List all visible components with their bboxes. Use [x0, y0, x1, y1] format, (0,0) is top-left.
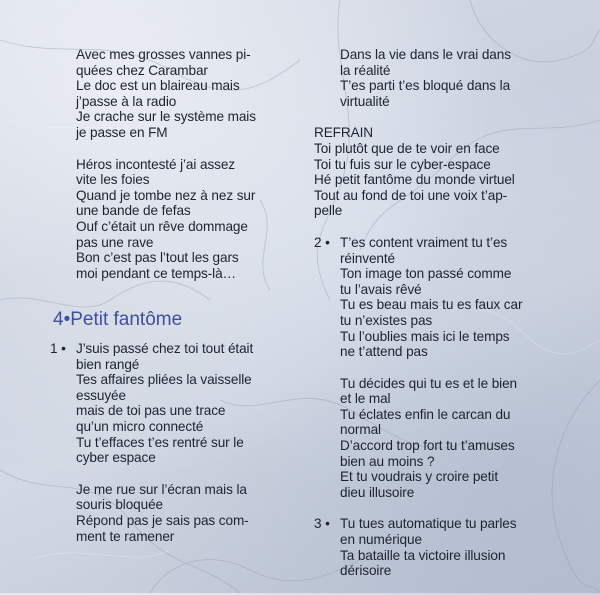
lyric-line: Tout au fond de toi une voix t’ap- — [314, 187, 508, 203]
lyric-line: quées chez Carambar — [76, 62, 208, 78]
lyric-line: essuyée — [76, 387, 126, 403]
lyric-line: pelle — [314, 203, 343, 219]
lyric-line: Tu décides qui tu es et le bien — [340, 375, 518, 391]
lyric-line: je passe en FM — [76, 124, 168, 140]
lyric-line: Répond pas je sais pas com- — [76, 512, 249, 528]
lyric-line: bien rangé — [76, 356, 140, 372]
right-stanza-4 — [314, 376, 554, 501]
lyric-line: tu n’existes pas — [340, 312, 433, 328]
lyric-line: bien au moins ? — [340, 453, 435, 469]
lyric-line: souris bloquée — [76, 497, 164, 513]
lyric-line: et le mal — [340, 391, 391, 407]
left-column-song — [50, 341, 298, 560]
lyric-line: Avec mes grosses vannes pi- — [76, 47, 251, 62]
verse-number: 2 • — [314, 234, 330, 250]
lyric-line: D’accord trop fort tu t’amuses — [340, 438, 515, 454]
lyric-line: tu l’avais rêvé — [340, 281, 422, 297]
lyric-line: Je crache sur le système mais — [76, 109, 256, 125]
verse-number: 1 • — [50, 341, 66, 356]
lyric-line: Je me rue sur l’écran mais la — [76, 481, 247, 497]
lyric-line: pas une rave — [76, 234, 154, 250]
lyric-line: Dans la vie dans le vrai dans — [340, 47, 511, 62]
lyric-line: ne t’attend pas — [340, 344, 428, 360]
lyric-line: Hé petit fantôme du monde virtuel — [314, 172, 515, 188]
refrain-heading: REFRAIN — [314, 125, 373, 141]
lyric-line: cyber espace — [76, 450, 156, 466]
left-stanza-2 — [76, 157, 298, 282]
right-column — [314, 47, 554, 595]
lyric-line: une bande de fefas — [76, 203, 191, 219]
lyric-line: Ta bataille ta victoire illusion — [340, 547, 506, 563]
lyric-line: vite les foies — [76, 172, 150, 188]
left-stanza-1 — [76, 47, 298, 141]
lyric-line: Ton image ton passé comme — [340, 266, 512, 282]
lyric-line: ment te ramener — [76, 528, 175, 544]
lyric-line: Bon c’est pas l’tout les gars — [76, 250, 239, 266]
verse-1 — [50, 341, 298, 466]
lyric-line: Toi tu fuis sur le cyber-espace — [314, 156, 491, 172]
right-stanza-1 — [314, 47, 554, 109]
lyric-line: Tes affaires pliées la vaisselle — [76, 372, 252, 388]
lyric-line: T’es parti t’es bloqué dans la — [340, 78, 511, 94]
lyric-line: Quand je tombe nez à nez sur — [76, 187, 256, 203]
verse-2 — [314, 235, 554, 360]
lyric-line: virtualité — [340, 93, 390, 109]
verse-3 — [314, 516, 554, 578]
left-column — [76, 47, 298, 297]
lyric-line: qu’un micro connecté — [76, 418, 204, 434]
lyric-line: Tu es beau mais tu es faux car — [340, 297, 523, 313]
lyric-line: normal — [340, 422, 381, 438]
lyric-line: T’es content vraiment tu t’es — [340, 234, 508, 250]
lyric-line: Le doc est un blaireau mais — [76, 78, 240, 94]
lyric-line: Héros incontesté j’ai assez — [76, 156, 235, 172]
lyric-line: dieu illusoire — [340, 484, 415, 500]
verse-number: 3 • — [314, 516, 330, 532]
lyric-line: Ouf c’était un rêve dommage — [76, 218, 248, 234]
lyric-line: Et tu voudrais y croire petit — [340, 469, 499, 485]
lyric-line: Toi plutôt que de te voir en face — [314, 140, 500, 156]
left-stanza-3 — [76, 482, 298, 544]
lyric-line: Tu t’effaces t’es rentré sur le — [76, 434, 244, 450]
lyric-line: j’passe à la radio — [76, 93, 177, 109]
song-title: 4•Petit fantôme — [53, 309, 183, 330]
lyric-line: Tu tues automatique tu parles — [340, 516, 517, 532]
lyric-line: Tu l’oublies mais ici le temps — [340, 328, 510, 344]
lyric-line: moi pendant ce temps-là… — [76, 265, 237, 281]
lyric-line: mais de toi pas une trace — [76, 403, 226, 419]
lyric-line: la réalité — [340, 62, 391, 78]
lyric-line: Tu éclates enfin le carcan du — [340, 406, 511, 422]
refrain — [314, 125, 554, 219]
lyric-line: réinventé — [340, 250, 396, 266]
lyric-line: dérisoire — [340, 563, 392, 579]
lyric-line: en numérique — [340, 532, 422, 548]
lyric-line: J’suis passé chez toi tout était — [76, 341, 254, 356]
